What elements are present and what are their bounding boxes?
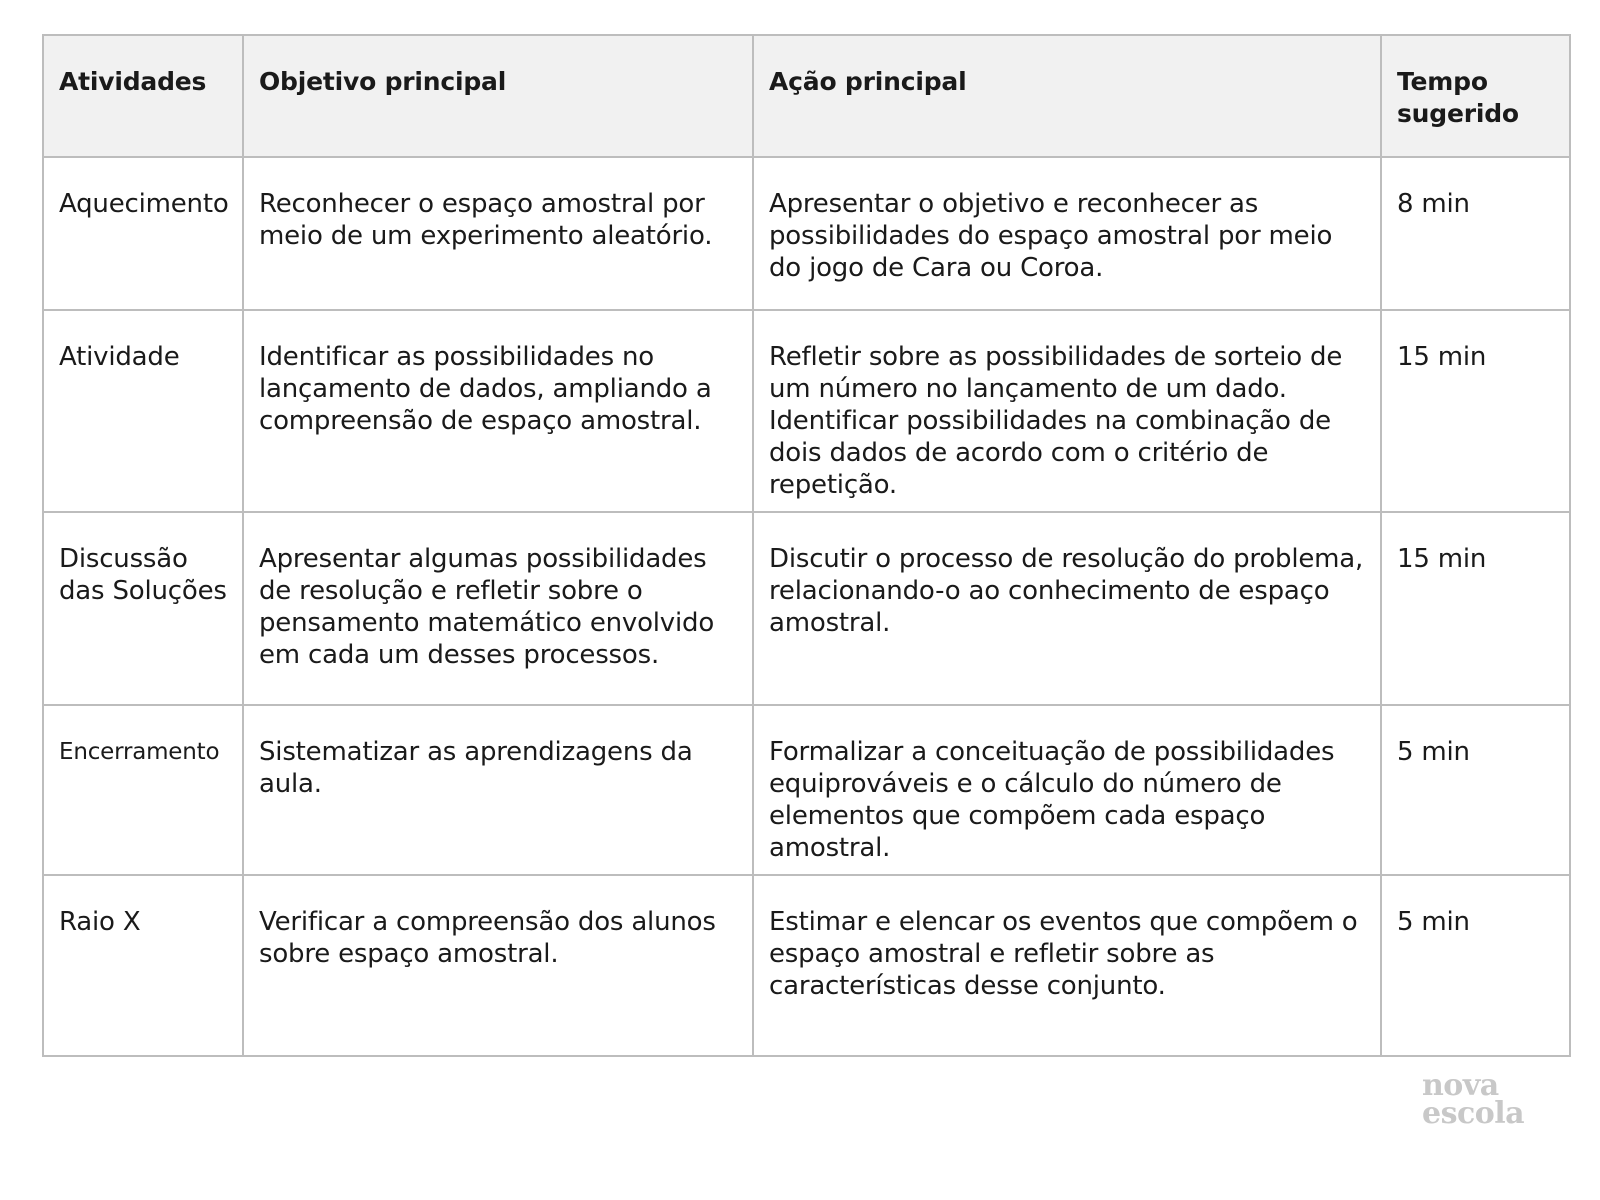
- cell-atividade: Atividade: [43, 310, 243, 512]
- cell-acao: Formalizar a conceituação de possibilidades equiprováveis e o cálculo do número de elementos que compõem cada espaço amostral.: [753, 705, 1381, 875]
- header-tempo-sugerido: Tempo sugerido: [1381, 35, 1570, 157]
- table-row: [43, 512, 1570, 705]
- header-objetivo-principal: Objetivo principal: [243, 35, 753, 157]
- table-row: [43, 157, 1570, 310]
- cell-atividade: Raio X: [43, 875, 243, 1056]
- table-header-row: [43, 35, 1570, 157]
- cell-tempo: 5 min: [1381, 705, 1570, 875]
- nova-escola-logo: [1422, 1068, 1542, 1131]
- table-row: [43, 875, 1570, 1056]
- logo-line-1: nova: [1422, 1068, 1499, 1103]
- cell-tempo: 8 min: [1381, 157, 1570, 310]
- cell-atividade: Aquecimento: [43, 157, 243, 310]
- cell-objetivo: Apresentar algumas possibilidades de resolução e refletir sobre o pensamento matemático envolvido em cada um desses processos.: [243, 512, 753, 705]
- cell-atividade: Encerramento: [43, 705, 243, 875]
- cell-objetivo: Verificar a compreensão dos alunos sobre espaço amostral.: [243, 875, 753, 1056]
- cell-tempo: 15 min: [1381, 310, 1570, 512]
- cell-objetivo: Identificar as possibilidades no lançamento de dados, ampliando a compreensão de espaço amostral.: [243, 310, 753, 512]
- cell-atividade: Discussão das Soluções: [43, 512, 243, 705]
- header-atividades: Atividades: [43, 35, 243, 157]
- cell-acao: Refletir sobre as possibilidades de sorteio de um número no lançamento de um dado. Identificar possibilidades na combinação de dois dados de acordo com o critério de repetição.: [753, 310, 1381, 512]
- cell-acao: Estimar e elencar os eventos que compõem o espaço amostral e refletir sobre as características desse conjunto.: [753, 875, 1381, 1056]
- logo-line-2: escola: [1422, 1096, 1525, 1131]
- cell-objetivo: Sistematizar as aprendizagens da aula.: [243, 705, 753, 875]
- cell-acao: Apresentar o objetivo e reconhecer as possibilidades do espaço amostral por meio do jogo de Cara ou Coroa.: [753, 157, 1381, 310]
- cell-acao: Discutir o processo de resolução do problema, relacionando-o ao conhecimento de espaço amostral.: [753, 512, 1381, 705]
- header-acao-principal: Ação principal: [753, 35, 1381, 157]
- lesson-plan-table: [42, 34, 1571, 1057]
- cell-tempo: 5 min: [1381, 875, 1570, 1056]
- cell-tempo: 15 min: [1381, 512, 1570, 705]
- table-row: [43, 705, 1570, 875]
- cell-objetivo: Reconhecer o espaço amostral por meio de um experimento aleatório.: [243, 157, 753, 310]
- table-row: [43, 310, 1570, 512]
